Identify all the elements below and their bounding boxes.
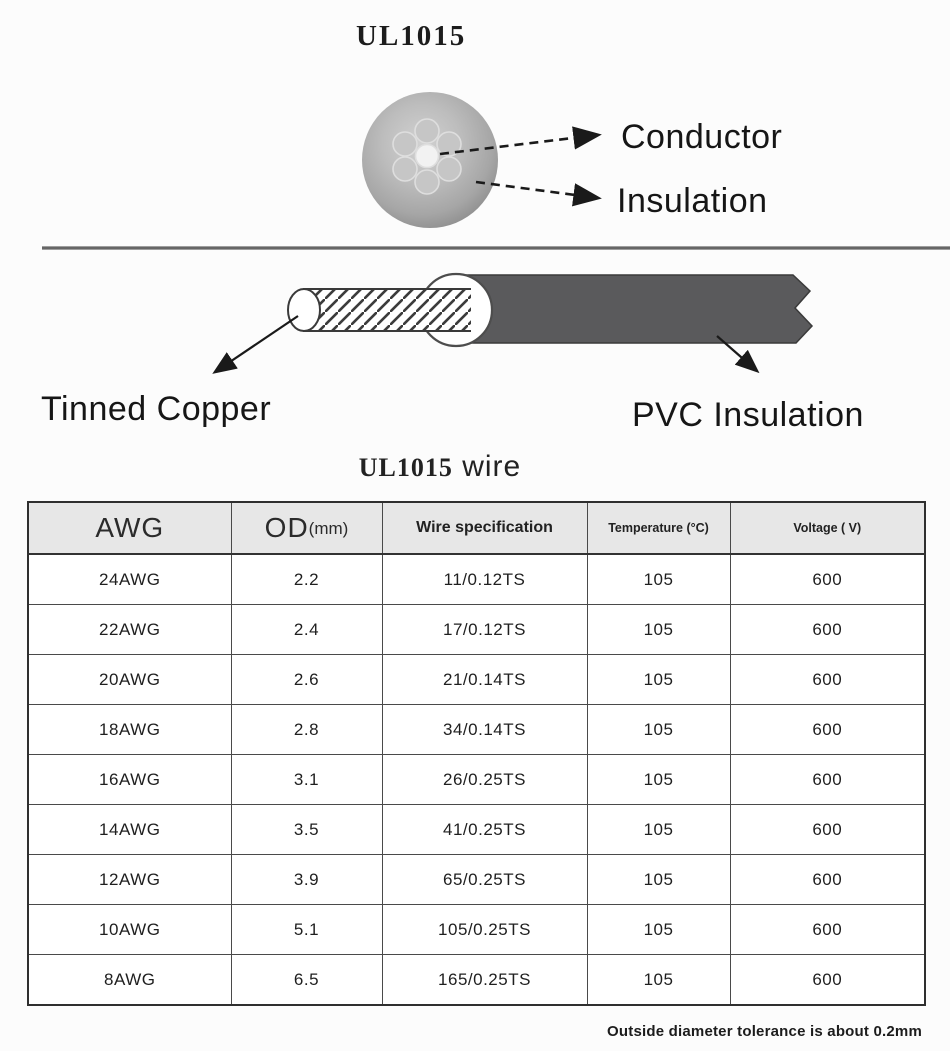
table-cell: 6.5 bbox=[231, 955, 382, 1006]
table-subtitle-wire: wire bbox=[452, 450, 522, 483]
table-cell: 41/0.25TS bbox=[382, 805, 587, 855]
table-cell: 2.2 bbox=[231, 554, 382, 605]
table-cell: 105 bbox=[587, 805, 730, 855]
wire-spec-table bbox=[27, 501, 926, 1006]
table-cell: 8AWG bbox=[28, 955, 231, 1006]
table-row bbox=[28, 955, 925, 1006]
table-cell: 600 bbox=[730, 855, 925, 905]
table-subtitle bbox=[0, 450, 880, 484]
table-row bbox=[28, 554, 925, 605]
table-cell: 105 bbox=[587, 955, 730, 1006]
table-cell: 165/0.25TS bbox=[382, 955, 587, 1006]
table-header-row bbox=[28, 502, 925, 554]
tinned-copper-label: Tinned Copper bbox=[41, 390, 272, 428]
table-cell: 2.8 bbox=[231, 705, 382, 755]
table-cell: 12AWG bbox=[28, 855, 231, 905]
table-row bbox=[28, 655, 925, 705]
tinned-copper-conductor bbox=[288, 289, 471, 331]
table-cell: 600 bbox=[730, 655, 925, 705]
table-cell: 600 bbox=[730, 605, 925, 655]
tinned-copper-arrow bbox=[215, 316, 298, 372]
header-voltage: Voltage ( V) bbox=[730, 502, 925, 554]
table-cell: 105 bbox=[587, 905, 730, 955]
table-cell: 2.4 bbox=[231, 605, 382, 655]
table-row bbox=[28, 905, 925, 955]
table-subtitle-part-number: UL1015 bbox=[358, 453, 453, 482]
header-wire-specification: Wire specification bbox=[382, 502, 587, 554]
table-cell: 600 bbox=[730, 554, 925, 605]
table-cell: 10AWG bbox=[28, 905, 231, 955]
table-cell: 22AWG bbox=[28, 605, 231, 655]
table-cell: 600 bbox=[730, 805, 925, 855]
table-cell: 105 bbox=[587, 855, 730, 905]
table-row bbox=[28, 605, 925, 655]
tolerance-footnote: Outside diameter tolerance is about 0.2mm bbox=[607, 1023, 922, 1040]
table-cell: 105/0.25TS bbox=[382, 905, 587, 955]
table-cell: 600 bbox=[730, 955, 925, 1006]
header-od-unit: (mm) bbox=[308, 519, 349, 538]
table-row bbox=[28, 855, 925, 905]
conductor-label: Conductor bbox=[621, 118, 783, 156]
table-cell: 3.1 bbox=[231, 755, 382, 805]
table-cell: 26/0.25TS bbox=[382, 755, 587, 805]
table-cell: 105 bbox=[587, 655, 730, 705]
table-cell: 14AWG bbox=[28, 805, 231, 855]
table-cell: 600 bbox=[730, 905, 925, 955]
table-cell: 3.5 bbox=[231, 805, 382, 855]
table-cell: 105 bbox=[587, 755, 730, 805]
table-row bbox=[28, 805, 925, 855]
table-cell: 16AWG bbox=[28, 755, 231, 805]
table-cell: 105 bbox=[587, 705, 730, 755]
pvc-insulation-body bbox=[462, 275, 812, 343]
table-row bbox=[28, 755, 925, 805]
page-title: UL1015 bbox=[356, 20, 467, 52]
table-cell: 600 bbox=[730, 705, 925, 755]
table-cell: 17/0.12TS bbox=[382, 605, 587, 655]
table-cell: 21/0.14TS bbox=[382, 655, 587, 705]
insulation-arrow bbox=[476, 182, 598, 198]
table-cell: 105 bbox=[587, 605, 730, 655]
header-temperature: Temperature (°C) bbox=[587, 502, 730, 554]
header-awg: AWG bbox=[28, 502, 231, 554]
table-cell: 34/0.14TS bbox=[382, 705, 587, 755]
insulation-label: Insulation bbox=[617, 182, 768, 220]
table-cell: 105 bbox=[587, 554, 730, 605]
table-row bbox=[28, 705, 925, 755]
table-cell: 600 bbox=[730, 755, 925, 805]
table-cell: 20AWG bbox=[28, 655, 231, 705]
table-cell: 18AWG bbox=[28, 705, 231, 755]
header-od bbox=[231, 502, 382, 554]
table-cell: 11/0.12TS bbox=[382, 554, 587, 605]
table-cell: 65/0.25TS bbox=[382, 855, 587, 905]
table-cell: 24AWG bbox=[28, 554, 231, 605]
table-cell: 2.6 bbox=[231, 655, 382, 705]
table-cell: 5.1 bbox=[231, 905, 382, 955]
header-od-main: OD bbox=[264, 512, 309, 543]
table-cell: 3.9 bbox=[231, 855, 382, 905]
pvc-insulation-label: PVC Insulation bbox=[632, 396, 864, 434]
